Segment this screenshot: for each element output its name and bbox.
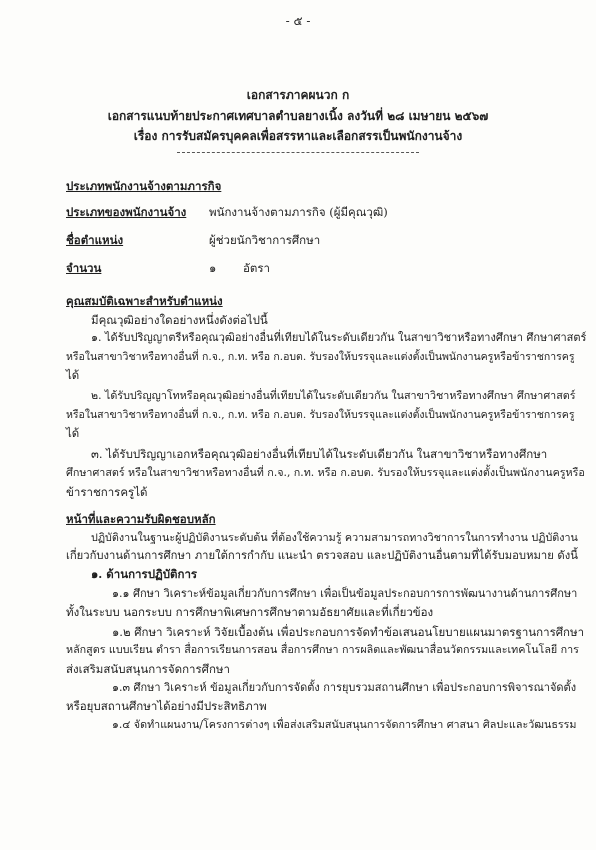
duties-intro-line: เกี่ยวกับงานด้านการศึกษา ภายใต้การกำกับ แนะนำ ตรวจสอบ และปฏิบัติงานอื่นตามที่ได้รับมอบหมาย ดังนี้	[66, 549, 578, 562]
count-label: จำนวน	[66, 261, 102, 275]
annex-title: เอกสารภาคผนวก ก	[246, 88, 350, 102]
qualifications-intro: มีคุณวุฒิอย่างใดอย่างหนึ่งดังต่อไปนี้	[91, 313, 268, 327]
duty-item-line: ส่งเสริมสนับสนุนการจัดการศึกษา	[66, 662, 230, 676]
operations-section-heading: ๑. ด้านการปฏิบัติการ	[91, 567, 198, 581]
duties-heading: หน้าที่และความรับผิดชอบหลัก	[66, 512, 216, 526]
duty-item-line: ๑.๓ ศึกษา วิเคราะห์ ข้อมูลเกี่ยวกับการจัดตั้ง การยุบรวมสถานศึกษา เพื่อประกอบการพิจารณาจัดตั้ง	[112, 681, 577, 694]
qualification-line: ๓. ได้รับปริญญาเอกหรือคุณวุฒิอย่างอื่นที่เทียบได้ในระดับเดียวกัน ในสาขาวิชาหรือทางศึกษา	[91, 447, 548, 461]
duty-item-line: ทั้งในระบบ นอกระบบ การศึกษาพิเศษการศึกษาตามอัธยาศัยและที่เกี่ยวข้อง	[66, 605, 434, 619]
page-number: - ๕ -	[285, 14, 311, 28]
qualification-line: ๒. ได้รับปริญญาโทหรือคุณวุฒิอย่างอื่นที่เทียบได้ในระดับเดียวกัน ในสาขาวิชาหรือทางศึกษา ศึกษาศาสตร์	[91, 389, 576, 402]
duty-item-line: หลักสูตร แบบเรียน ตำรา สื่อการเรียนการสอน สื่อการศึกษา การผลิตและพัฒนาสื่อนวัตกรรมและเทคโนโลยี การ	[66, 643, 579, 656]
qualification-line: ได้	[66, 426, 80, 440]
duty-item-line: ๑.๔ จัดทำแผนงาน/โครงการต่างๆ เพื่อส่งเสริมสนับสนุนการจัดการศึกษา ศาสนา ศิลปะและวัฒนธรรม	[112, 718, 577, 731]
qualification-line: ๑. ได้รับปริญญาตรีหรือคุณวุฒิอย่างอื่นที่เทียบได้ในระดับเดียวกัน ในสาขาวิชาหรือทางศึกษา ศึกษาศาสตร์	[91, 331, 587, 344]
category-heading: ประเภทพนักงานจ้างตามภารกิจ	[66, 179, 222, 193]
count-unit: อัตรา	[243, 261, 271, 275]
position-label: ชื่อตำแหน่ง	[66, 233, 124, 247]
duty-item-line: ๑.๒ ศึกษา วิเคราะห์ วิจัยเบื้องต้น เพื่อประกอบการจัดทำข้อเสนอนโยบายแผนมาตรฐานการศึกษา	[112, 625, 585, 639]
document-reference: เอกสารแนบท้ายประกาศเทศบาลตำบลยางเนิ้ง ลงวันที่ ๒๘ เมษายน ๒๕๖๗	[107, 109, 489, 123]
count-value: ๑	[209, 261, 217, 275]
header-divider	[177, 152, 419, 153]
qualification-line: ได้	[66, 368, 80, 382]
subject-line: เรื่อง การรับสมัครบุคคลเพื่อสรรหาและเลือกสรรเป็นพนักงานจ้าง	[133, 129, 463, 143]
duty-item-line: หรือยุบสถานศึกษาได้อย่างมีประสิทธิภาพ	[66, 699, 267, 713]
qualification-line: หรือในสาขาวิชาหรือทางอื่นที่ ก.จ., ก.ท. หรือ ก.อบต. รับรองให้บรรจุและแต่งตั้งเป็นพนักงานครูหรือข้าราชการครู	[66, 351, 575, 363]
duties-intro-line: ปฏิบัติงานในฐานะผู้ปฏิบัติงานระดับต้น ที่ต้องใช้ความรู้ ความสามารถทางวิชาการในการทำงาน ปฏิบัติงาน	[91, 531, 578, 544]
position-value: ผู้ช่วยนักวิชาการศึกษา	[209, 233, 321, 247]
qualification-line: หรือในสาขาวิชาหรือทางอื่นที่ ก.จ., ก.ท. หรือ ก.อบต. รับรองให้บรรจุและแต่งตั้งเป็นพนักงานครูหรือข้าราชการครู	[66, 409, 575, 421]
qualification-line: ข้าราชการครูได้	[66, 485, 148, 499]
duty-item-line: ๑.๑ ศึกษา วิเคราะห์ข้อมูลเกี่ยวกับการศึกษา เพื่อเป็นข้อมูลประกอบการการพัฒนางานด้านการศึกษา	[112, 587, 578, 600]
employee-type-value: พนักงานจ้างตามภารกิจ (ผู้มีคุณวุฒิ)	[209, 205, 388, 219]
employee-type-label: ประเภทของพนักงานจ้าง	[66, 205, 187, 219]
qualification-line: ศึกษาศาสตร์ หรือในสาขาวิชาหรือทางอื่นที่ ก.จ., ก.ท. หรือ ก.อบต. รับรองให้บรรจุและแต่งตั้งเป็นพนักงานครูหรือ	[66, 466, 585, 479]
qualifications-heading: คุณสมบัติเฉพาะสำหรับตำแหน่ง	[66, 294, 223, 308]
